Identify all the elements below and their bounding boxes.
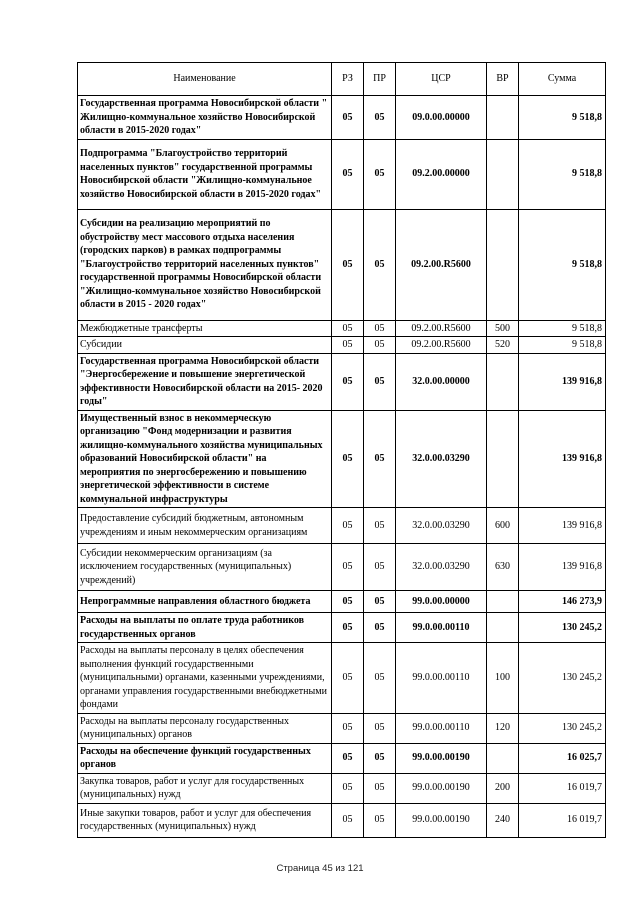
header-csr: ЦСР bbox=[396, 63, 487, 96]
cell-pr: 05 bbox=[364, 508, 396, 544]
cell-rz: 05 bbox=[332, 353, 364, 410]
cell-vr: 630 bbox=[487, 544, 519, 591]
cell-pr: 05 bbox=[364, 743, 396, 773]
cell-name: Субсидии bbox=[78, 337, 332, 354]
cell-vr: 600 bbox=[487, 508, 519, 544]
cell-vr: 120 bbox=[487, 713, 519, 743]
cell-pr: 05 bbox=[364, 591, 396, 613]
cell-rz: 05 bbox=[332, 96, 364, 140]
table-row bbox=[78, 96, 606, 140]
cell-vr: 520 bbox=[487, 337, 519, 354]
cell-vr bbox=[487, 410, 519, 508]
cell-pr: 05 bbox=[364, 337, 396, 354]
cell-sum: 9 518,8 bbox=[519, 209, 606, 320]
table-row bbox=[78, 544, 606, 591]
table-row bbox=[78, 613, 606, 643]
cell-pr: 05 bbox=[364, 410, 396, 508]
cell-rz: 05 bbox=[332, 743, 364, 773]
cell-vr bbox=[487, 591, 519, 613]
cell-name: Расходы на выплаты персоналу государственных (муниципальных) органов bbox=[78, 713, 332, 743]
cell-vr: 200 bbox=[487, 773, 519, 803]
cell-rz: 05 bbox=[332, 803, 364, 837]
cell-sum: 130 245,2 bbox=[519, 643, 606, 714]
cell-csr: 09.2.00.R5600 bbox=[396, 320, 487, 337]
cell-name: Субсидии на реализацию мероприятий по обустройству мест массового отдыха населения (городских парков) в рамках подпрограммы "Благоустройство территорий населенных пунктов" государственной программы Новосибирской области "Жилищно-коммунальное хозяйство Новосибирской области в 2015 - 2020 годах" bbox=[78, 209, 332, 320]
cell-rz: 05 bbox=[332, 508, 364, 544]
table-row bbox=[78, 803, 606, 837]
cell-sum: 139 916,8 bbox=[519, 544, 606, 591]
cell-pr: 05 bbox=[364, 139, 396, 209]
cell-sum: 9 518,8 bbox=[519, 337, 606, 354]
cell-csr: 32.0.00.03290 bbox=[396, 508, 487, 544]
cell-sum: 130 245,2 bbox=[519, 613, 606, 643]
cell-vr bbox=[487, 743, 519, 773]
cell-pr: 05 bbox=[364, 353, 396, 410]
table-row bbox=[78, 209, 606, 320]
header-rz: РЗ bbox=[332, 63, 364, 96]
cell-name: Государственная программа Новосибирской области " Жилищно-коммунальное хозяйство Новосибирской области в 2015-2020 годах" bbox=[78, 96, 332, 140]
cell-pr: 05 bbox=[364, 96, 396, 140]
cell-sum: 16 019,7 bbox=[519, 803, 606, 837]
cell-name: Расходы на выплаты персоналу в целях обеспечения выполнения функций государственными (муниципальными) органами, казенными учреждениями, органами управления государственными внебюджетными фондами bbox=[78, 643, 332, 714]
cell-csr: 09.0.00.00000 bbox=[396, 96, 487, 140]
cell-name: Закупка товаров, работ и услуг для государственных (муниципальных) нужд bbox=[78, 773, 332, 803]
page-footer bbox=[0, 863, 640, 874]
cell-vr bbox=[487, 353, 519, 410]
cell-rz: 05 bbox=[332, 591, 364, 613]
table-row bbox=[78, 591, 606, 613]
table-row bbox=[78, 337, 606, 354]
cell-vr bbox=[487, 613, 519, 643]
cell-name: Подпрограмма "Благоустройство территорий населенных пунктов" государственной программы Новосибирской области "Жилищно-коммунальное хозяйство Новосибирской области в 2015-2020 годах" bbox=[78, 139, 332, 209]
table-row bbox=[78, 508, 606, 544]
cell-pr: 05 bbox=[364, 209, 396, 320]
cell-name: Иные закупки товаров, работ и услуг для обеспечения государственных (муниципальных) нужд bbox=[78, 803, 332, 837]
cell-pr: 05 bbox=[364, 320, 396, 337]
cell-rz: 05 bbox=[332, 410, 364, 508]
cell-name: Непрограммные направления областного бюджета bbox=[78, 591, 332, 613]
cell-rz: 05 bbox=[332, 643, 364, 714]
cell-csr: 99.0.00.00190 bbox=[396, 803, 487, 837]
header-name: Наименование bbox=[78, 63, 332, 96]
cell-csr: 09.2.00.R5600 bbox=[396, 209, 487, 320]
cell-pr: 05 bbox=[364, 713, 396, 743]
table-row bbox=[78, 139, 606, 209]
budget-table bbox=[77, 62, 606, 838]
header-vr: ВР bbox=[487, 63, 519, 96]
cell-vr: 100 bbox=[487, 643, 519, 714]
cell-csr: 99.0.00.00110 bbox=[396, 613, 487, 643]
cell-vr: 500 bbox=[487, 320, 519, 337]
table-row bbox=[78, 643, 606, 714]
header-sum: Сумма bbox=[519, 63, 606, 96]
cell-rz: 05 bbox=[332, 773, 364, 803]
cell-sum: 9 518,8 bbox=[519, 96, 606, 140]
cell-name: Имущественный взнос в некоммерческую организацию "Фонд модернизации и развития жилищно-коммунального хозяйства муниципальных образований Новосибирской области" на мероприятия по энергосбережению и повышению энергетической эффективности в системе коммунальной инфраструктуры bbox=[78, 410, 332, 508]
cell-sum: 139 916,8 bbox=[519, 410, 606, 508]
cell-vr: 240 bbox=[487, 803, 519, 837]
cell-csr: 32.0.00.00000 bbox=[396, 353, 487, 410]
cell-rz: 05 bbox=[332, 337, 364, 354]
cell-name: Расходы на выплаты по оплате труда работников государственных органов bbox=[78, 613, 332, 643]
cell-csr: 99.0.00.00000 bbox=[396, 591, 487, 613]
cell-vr bbox=[487, 96, 519, 140]
cell-csr: 09.2.00.R5600 bbox=[396, 337, 487, 354]
cell-name: Предоставление субсидий бюджетным, автономным учреждениям и иным некоммерческим организациям bbox=[78, 508, 332, 544]
cell-sum: 139 916,8 bbox=[519, 353, 606, 410]
cell-sum: 16 025,7 bbox=[519, 743, 606, 773]
cell-name: Государственная программа Новосибирской области "Энергосбережение и повышение энергетической эффективности Новосибирской области на 2015- 2020 годы" bbox=[78, 353, 332, 410]
cell-csr: 32.0.00.03290 bbox=[396, 410, 487, 508]
cell-sum: 130 245,2 bbox=[519, 713, 606, 743]
cell-rz: 05 bbox=[332, 139, 364, 209]
table-row bbox=[78, 353, 606, 410]
table-row bbox=[78, 773, 606, 803]
cell-rz: 05 bbox=[332, 713, 364, 743]
cell-sum: 139 916,8 bbox=[519, 508, 606, 544]
table-body bbox=[78, 96, 606, 838]
cell-rz: 05 bbox=[332, 209, 364, 320]
table-row bbox=[78, 743, 606, 773]
table-header-row bbox=[78, 63, 606, 96]
cell-csr: 99.0.00.00190 bbox=[396, 743, 487, 773]
cell-pr: 05 bbox=[364, 544, 396, 591]
cell-pr: 05 bbox=[364, 643, 396, 714]
cell-rz: 05 bbox=[332, 320, 364, 337]
table-row bbox=[78, 410, 606, 508]
cell-pr: 05 bbox=[364, 803, 396, 837]
cell-sum: 9 518,8 bbox=[519, 139, 606, 209]
cell-vr bbox=[487, 209, 519, 320]
cell-csr: 09.2.00.00000 bbox=[396, 139, 487, 209]
cell-sum: 146 273,9 bbox=[519, 591, 606, 613]
cell-csr: 32.0.00.03290 bbox=[396, 544, 487, 591]
header-pr: ПР bbox=[364, 63, 396, 96]
cell-rz: 05 bbox=[332, 544, 364, 591]
cell-name: Межбюджетные трансферты bbox=[78, 320, 332, 337]
page-number: Страница 45 из 121 bbox=[276, 863, 364, 874]
cell-pr: 05 bbox=[364, 613, 396, 643]
cell-csr: 99.0.00.00110 bbox=[396, 643, 487, 714]
cell-pr: 05 bbox=[364, 773, 396, 803]
cell-csr: 99.0.00.00190 bbox=[396, 773, 487, 803]
table-row bbox=[78, 320, 606, 337]
cell-sum: 9 518,8 bbox=[519, 320, 606, 337]
cell-vr bbox=[487, 139, 519, 209]
cell-csr: 99.0.00.00110 bbox=[396, 713, 487, 743]
cell-sum: 16 019,7 bbox=[519, 773, 606, 803]
cell-name: Субсидии некоммерческим организациям (за исключением государственных (муниципальных) учреждений) bbox=[78, 544, 332, 591]
table-row bbox=[78, 713, 606, 743]
cell-name: Расходы на обеспечение функций государственных органов bbox=[78, 743, 332, 773]
cell-rz: 05 bbox=[332, 613, 364, 643]
